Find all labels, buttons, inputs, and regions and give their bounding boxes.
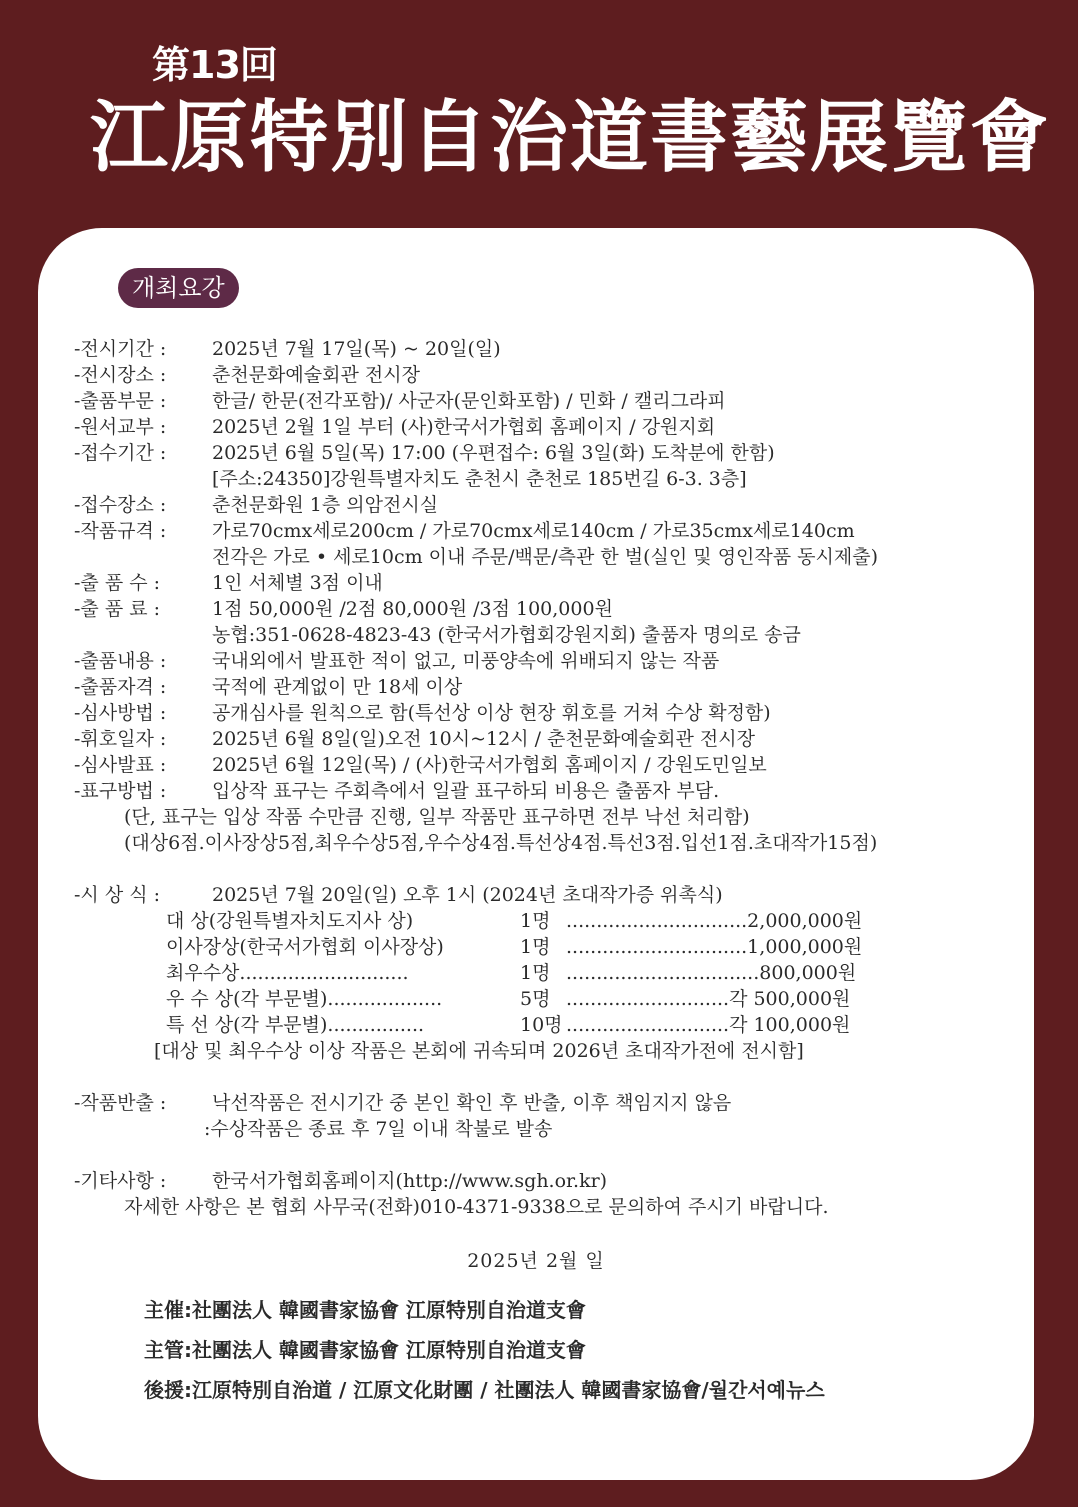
row-value: 국적에 관계없이 만 18세 이상 bbox=[212, 676, 463, 698]
row-label: -심사방법 : bbox=[74, 702, 167, 724]
award-count: 1명 bbox=[520, 910, 551, 932]
row-label: -출품자격 : bbox=[74, 676, 167, 698]
framing-note: (단, 표구는 입상 작품 수만큼 진행, 일부 작품만 표구하면 전부 낙선 처리함) bbox=[124, 806, 750, 828]
row-value: 공개심사를 원칙으로 함(특선상 이상 현장 휘호를 거쳐 수상 확정함) bbox=[212, 702, 771, 724]
award-name: 특 선 상(각 부문별)................ bbox=[166, 1014, 425, 1036]
award-count: 10명 bbox=[520, 1014, 563, 1036]
award-name: 대 상(강원특별자치도지사 상) bbox=[166, 910, 414, 932]
row-value: 농협:351-0628-4823-43 (한국서가협회강원지회) 출품자 명의로 송금 bbox=[212, 624, 801, 646]
row-label: -출품부문 : bbox=[74, 390, 167, 412]
award-prize: ..............................2,000,000원 bbox=[566, 910, 863, 932]
info-row bbox=[74, 648, 1024, 674]
award-count: 1명 bbox=[520, 936, 551, 958]
info-row bbox=[74, 336, 1024, 362]
row-value: [주소:24350]강원특별자치도 춘천시 춘천로 185번길 6-3. 3층] bbox=[212, 468, 747, 490]
info-row bbox=[74, 388, 1024, 414]
row-label: -접수장소 : bbox=[74, 494, 167, 516]
award-count: 1명 bbox=[520, 962, 551, 984]
info-row bbox=[74, 752, 1024, 778]
award-prize: ..............................1,000,000원 bbox=[566, 936, 863, 958]
award-name: 최우수상............................ bbox=[166, 962, 409, 984]
framing-note: (대상6점.이사장상5점,최우수상5점,우수상4점.특선상4점.특선3점.입선1점.초대작가15점) bbox=[124, 832, 878, 854]
row-label: -출 품 료 : bbox=[74, 598, 161, 620]
info-row bbox=[74, 778, 1024, 804]
etc-row bbox=[74, 1168, 1024, 1194]
row-label: -전시장소 : bbox=[74, 364, 167, 386]
etc-label: -기타사항 : bbox=[74, 1170, 167, 1192]
row-value: 전각은 가로 • 세로10cm 이내 주문/백문/측관 한 벌(실인 및 영인작품 동시제출) bbox=[212, 546, 878, 568]
row-label bbox=[74, 466, 212, 492]
edition-label: 第13回 bbox=[152, 43, 277, 87]
managing-organizer: 主管:社團法人 韓國書家協會 江原特別自治道支會 bbox=[144, 1338, 586, 1362]
row-value: 춘천문화예술회관 전시장 bbox=[212, 364, 420, 386]
award-row bbox=[74, 1012, 1024, 1038]
award-name: 우 수 상(각 부문별)................... bbox=[166, 988, 443, 1010]
section-badge: 개최요강 bbox=[118, 268, 239, 308]
award-prize: ...........................각 100,000원 bbox=[566, 1014, 851, 1036]
row-value: 한글/ 한문(전각포함)/ 사군자(문인화포함) / 민화 / 캘리그라피 bbox=[212, 390, 726, 412]
return-value: 낙선작품은 전시기간 중 본인 확인 후 반출, 이후 책임지지 않음 bbox=[212, 1092, 732, 1114]
row-label: -전시기간 : bbox=[74, 338, 167, 360]
award-row bbox=[74, 934, 1024, 960]
info-row bbox=[74, 596, 1024, 622]
info-row bbox=[74, 492, 1024, 518]
row-label bbox=[74, 544, 212, 570]
info-row bbox=[74, 440, 1024, 466]
award-name: 이사장상(한국서가협회 이사장상) bbox=[166, 936, 444, 958]
organizers bbox=[144, 1290, 825, 1410]
sponsor-organizer: 後援:江原特別自治道 / 江原文化財團 / 社團法人 韓國書家協會/월간서예뉴스 bbox=[144, 1378, 825, 1402]
row-value: 2025년 6월 5일(목) 17:00 (우편접수: 6월 3일(화) 도착분에 한함) bbox=[212, 442, 775, 464]
info-list bbox=[74, 336, 1024, 1220]
row-value: 2025년 6월 8일(일)오전 10시~12시 / 춘천문화예술회관 전시장 bbox=[212, 728, 755, 750]
ceremony-value: 2025년 7월 20일(일) 오후 1시 (2024년 초대작가증 위촉식) bbox=[212, 884, 723, 906]
issue-date: 2025년 2월 일 bbox=[467, 1250, 605, 1272]
row-label: -표구방법 : bbox=[74, 780, 167, 802]
award-prize: ................................800,000원 bbox=[566, 962, 857, 984]
row-label: -접수기간 : bbox=[74, 442, 167, 464]
info-row bbox=[74, 466, 1024, 492]
return-label: -작품반출 : bbox=[74, 1092, 167, 1114]
row-value: 가로70cmx세로200cm / 가로70cmx세로140cm / 가로35cmx세로140cm bbox=[212, 520, 855, 542]
info-row bbox=[74, 700, 1024, 726]
award-row bbox=[74, 908, 1024, 934]
award-prize: ...........................각 500,000원 bbox=[566, 988, 851, 1010]
return-line: :수상작품은 종료 후 7일 이내 착불로 발송 bbox=[204, 1118, 553, 1140]
row-value: 1인 서체별 3점 이내 bbox=[212, 572, 383, 594]
row-value: 2025년 7월 17일(목) ~ 20일(일) bbox=[212, 338, 501, 360]
award-count: 5명 bbox=[520, 988, 551, 1010]
award-row bbox=[74, 986, 1024, 1012]
info-row bbox=[74, 544, 1024, 570]
etc-homepage: 한국서가협회홈페이지(http://www.sgh.or.kr) bbox=[212, 1170, 608, 1192]
row-label: -휘호일자 : bbox=[74, 728, 167, 750]
row-value: 1점 50,000원 /2점 80,000원 /3점 100,000원 bbox=[212, 598, 613, 620]
awards-note: [대상 및 최우수상 이상 작품은 본회에 귀속되며 2026년 초대작가전에 전시함] bbox=[154, 1040, 804, 1062]
info-row bbox=[74, 414, 1024, 440]
return-row bbox=[74, 1090, 1024, 1116]
row-label: -작품규격 : bbox=[74, 520, 167, 542]
info-row bbox=[74, 518, 1024, 544]
row-label: -원서교부 : bbox=[74, 416, 167, 438]
ceremony-row bbox=[74, 882, 1024, 908]
row-label bbox=[74, 622, 212, 648]
host-organizer: 主催:社團法人 韓國書家協會 江原特別自治道支會 bbox=[144, 1298, 586, 1322]
info-card bbox=[38, 228, 1034, 1480]
row-value: 2025년 2월 1일 부터 (사)한국서가협회 홈페이지 / 강원지회 bbox=[212, 416, 716, 438]
row-value: 입상작 표구는 주회측에서 일괄 표구하되 비용은 출품자 부담. bbox=[212, 780, 720, 802]
page-title: 江原特別自治道書藝展覽會 bbox=[90, 93, 1051, 183]
info-row bbox=[74, 726, 1024, 752]
row-value: 2025년 6월 12일(목) / (사)한국서가협회 홈페이지 / 강원도민일보 bbox=[212, 754, 767, 776]
info-row bbox=[74, 570, 1024, 596]
row-label: -출 품 수 : bbox=[74, 572, 161, 594]
row-label: -출품내용 : bbox=[74, 650, 167, 672]
award-row bbox=[74, 960, 1024, 986]
ceremony-label: -시 상 식 : bbox=[74, 884, 161, 906]
row-label: -심사발표 : bbox=[74, 754, 167, 776]
info-row bbox=[74, 362, 1024, 388]
etc-contact: 자세한 사항은 본 협회 사무국(전화)010-4371-9338으로 문의하여 주시기 바랍니다. bbox=[124, 1196, 829, 1218]
info-row bbox=[74, 622, 1024, 648]
row-value: 춘천문화원 1층 의암전시실 bbox=[212, 494, 439, 516]
row-value: 국내외에서 발표한 적이 없고, 미풍양속에 위배되지 않는 작품 bbox=[212, 650, 720, 672]
info-row bbox=[74, 674, 1024, 700]
